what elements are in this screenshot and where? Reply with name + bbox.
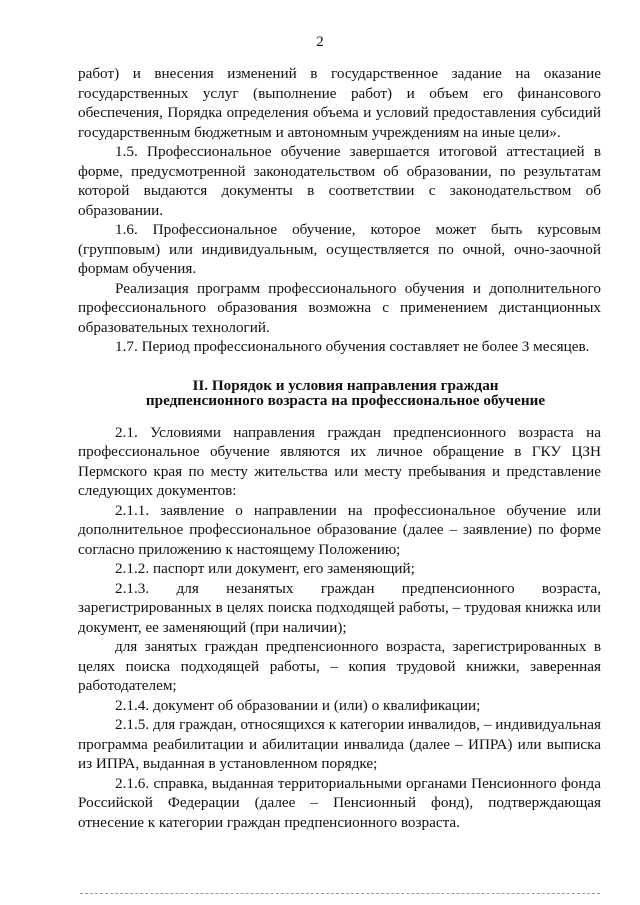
paragraph-2-1: 2.1. Условиями направления граждан предпенсионного возраста на профессиональное обучение являются их личное обращение в ГКУ ЦЗН Пермского края по месту жительства или месту пребывания и представление следующих документов:: [78, 423, 601, 499]
paragraph-2-1-4: 2.1.4. документ об образовании и (или) о квалификации;: [115, 696, 481, 714]
paragraph-employed-citizens: для занятых граждан предпенсионного возраста, зарегистрированных в целях поиска подходящей работы, – копия трудовой книжки, заверенная работодателем;: [78, 638, 601, 694]
section-heading-line1: II. Порядок и условия направления граждан: [192, 376, 499, 394]
paragraph-1-7: 1.7. Период профессионального обучения составляет не более 3 месяцев.: [115, 338, 590, 355]
paragraph-1-5: 1.5. Профессиональное обучение завершается итоговой аттестацией в форме, предусмотренной законодательством об образовании, по результатам которой выдаются документы в соответствии с законодательством об образовании.: [78, 143, 601, 219]
paragraph-2-1-3: 2.1.3. для незанятых граждан предпенсионного возраста, зарегистрированных в целях поиска подходящей работы, – трудовая книжка или документ, ее заменяющий (при наличии);: [78, 579, 601, 636]
document-body: [78, 64, 601, 832]
page-number: 2: [316, 34, 324, 50]
paragraph-1-6: 1.6. Профессиональное обучение, которое может быть курсовым (групповым) или индивидуальным, осуществляется по очной, очно-заочной формам обучения.: [78, 221, 601, 277]
paragraph-2-1-1: 2.1.1. заявление о направлении на профессиональное обучение или дополнительное профессиональное образование (далее – заявление) по форме согласно приложению к настоящему Положению;: [78, 501, 601, 558]
section-heading: [78, 378, 601, 408]
section-heading-line2: предпенсионного возраста на профессиональное обучение: [145, 391, 546, 409]
paragraph-2-1-2: 2.1.2. паспорт или документ, его заменяющий;: [115, 560, 415, 577]
paragraph-distance-learning: Реализация программ профессионального обучения и дополнительного профессионального образования возможна с применением дистанционных образовательных технологий.: [78, 279, 601, 336]
paragraph-2-1-5: 2.1.5. для граждан, относящихся к категории инвалидов, – индивидуальная программа реабилитации и абилитации инвалида (далее – ИПРА) или выписка из ИПРА, выданная в установленном порядке;: [78, 716, 601, 772]
scan-edge-line: [80, 893, 600, 894]
paragraph-continuation: работ) и внесения изменений в государственное задание на оказание государственных услуг (выполнение работ) и объем его финансового обеспечения, Порядка определения объема и условий предоставления субсидий государственным бюджетным и автономным учреждениям на иные цели».: [78, 65, 601, 141]
paragraph-2-1-6: 2.1.6. справка, выданная территориальными органами Пенсионного фонда Российской Федерации (далее – Пенсионный фонд), подтверждающая отнесение к категории граждан предпенсионного возраста.: [78, 774, 601, 831]
